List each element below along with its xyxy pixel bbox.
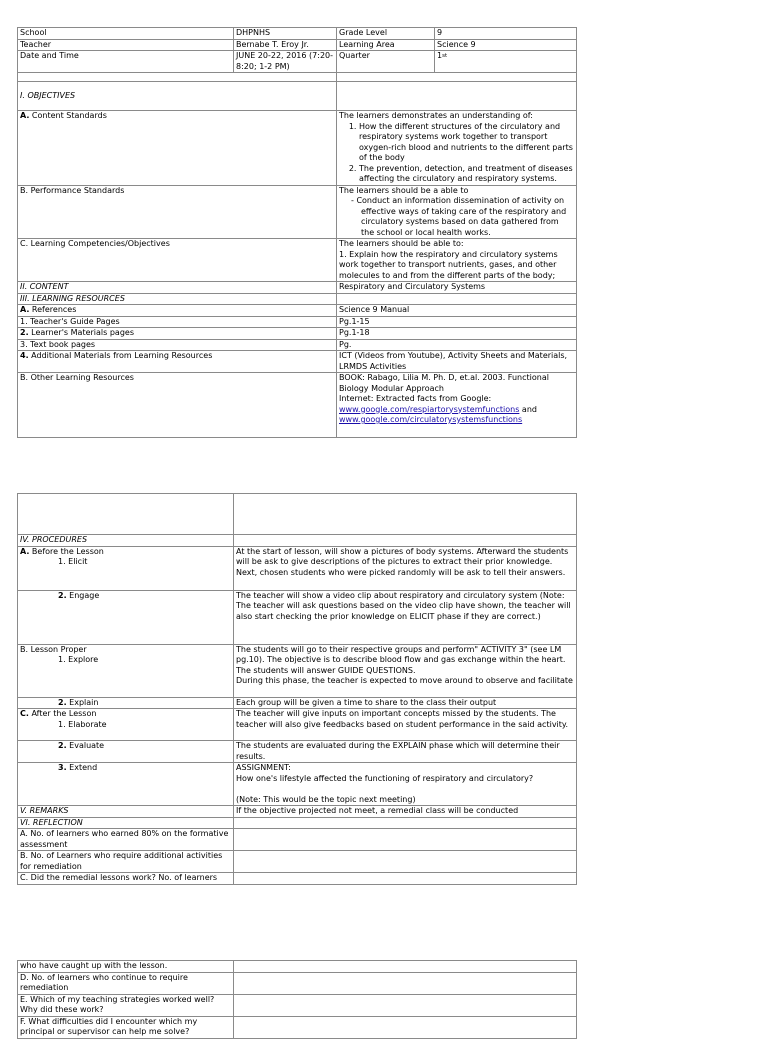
reflection-a-label: A. No. of learners who earned 80% on the formative assessment	[18, 829, 234, 851]
content-heading: II. CONTENT	[18, 282, 337, 294]
reflection-d-label: D. No. of learners who continue to require remediation	[18, 972, 234, 994]
grade-level-value: 9	[435, 28, 577, 40]
school-label: School	[18, 28, 234, 40]
circulatory-link[interactable]: www.google.com/circulatorysystemsfunctions	[339, 415, 523, 424]
content-standards-value: The learners demonstrates an understanding of: 1. How the different structures of the circulatory and respiratory systems work together to transport oxygen-rich blood and nutrients to the different parts of the body 2. The prevention, detection, and treatment of diseases affecting the circulatory and respiratory systems.	[337, 111, 577, 186]
performance-standards-value: The learners should be a able to - Conduct an information dissemination of activity on effective ways of taking care of the respiratory and circulatory systems based on data gathered from the school or local health works.	[337, 185, 577, 239]
lesson-proper-label: B. Lesson Proper 1. Explore	[18, 644, 234, 697]
content-standard-item: 2. The prevention, detection, and treatment of diseases affecting the circulatory and respiratory systems.	[359, 164, 574, 185]
performance-standards-label: B. Performance Standards	[18, 185, 337, 239]
other-resources-value: BOOK: Rabago, Lilia M. Ph. D, et.al. 2003. Functional Biology Modular Approach Internet: Extracted facts from Google: www.google.com/respiartorysystemfunctions and www.google.com/circulatorysystemsfunctions	[337, 373, 577, 438]
objectives-heading: I. OBJECTIVES	[18, 82, 337, 111]
explain-text: Each group will be given a time to share to the class their output	[234, 697, 577, 709]
elaborate-text: The teacher will give inputs on important concepts missed by the students. The teacher will also give feedbacks based on student performance in the said activity.	[234, 709, 577, 741]
textbook-value: Pg.	[337, 339, 577, 351]
engage-text: The teacher will show a video clip about respiratory and circulatory system (Note: The teacher will ask questions based on the video clip have shown, the teacher will also start checking the prior knowledge on ELICIT phase if they are correct.)	[234, 590, 577, 644]
after-lesson-label: C. After the Lesson 1. Elaborate	[18, 709, 234, 741]
competencies-value: The learners should be able to: 1. Explain how the respiratory and circulatory systems work together to transport nutrients, gases, and other molecules to and from the different parts of the body;	[337, 239, 577, 282]
reflection-c-continued: who have caught up with the lesson.	[18, 961, 234, 973]
date-time-label: Date and Time	[18, 51, 234, 73]
additional-materials-label: 4. Additional Materials from Learning Resources	[18, 351, 337, 373]
references-label: A. References	[18, 305, 337, 317]
quarter-value: 1st	[435, 51, 577, 73]
learning-resources-heading: III. LEARNING RESOURCES	[18, 293, 337, 305]
before-lesson-label: A. Before the Lesson 1. Elicit	[18, 546, 234, 590]
procedures-heading: IV. PROCEDURES	[18, 535, 234, 547]
reflection-c-label: C. Did the remedial lessons work? No. of learners	[18, 873, 234, 885]
evaluate-text: The students are evaluated during the EXPLAIN phase which will determine their results.	[234, 741, 577, 763]
quarter-label: Quarter	[337, 51, 435, 73]
evaluate-label: 2. Evaluate	[18, 741, 234, 763]
additional-materials-value: ICT (Videos from Youtube), Activity Sheets and Materials, LRMDS Activities	[337, 351, 577, 373]
explore-text: The students will go to their respective groups and perform" ACTIVITY 3" (see LM pg.10). The objective is to describe blood flow and gas exchange within the heart. The students will answer GUIDE QUESTIONS. During this phase, the teacher is expected to move around to observe and facilitate	[234, 644, 577, 697]
learner-materials-label: 2. Learner's Materials pages	[18, 328, 337, 340]
spacer-row	[18, 73, 337, 82]
respiratory-link[interactable]: www.google.com/respiartorysystemfunctions	[339, 404, 520, 414]
remarks-heading: V. REMARKS	[18, 806, 234, 818]
remarks-value: If the objective projected not meet, a remedial class will be conducted	[234, 806, 577, 818]
procedures-table	[17, 493, 577, 885]
grade-level-label: Grade Level	[337, 28, 435, 40]
school-value: DHPNHS	[234, 28, 337, 40]
teacher-value: Bernabe T. Eroy Jr.	[234, 39, 337, 51]
reflection-f-label: F. What difficulties did I encounter which my principal or supervisor can help me solve?	[18, 1016, 234, 1038]
extend-text: ASSIGNMENT: How one's lifestyle affected the functioning of respiratory and circulatory? (Note: This would be the topic next meeting)	[234, 763, 577, 806]
date-time-value: JUNE 20-22, 2016 (7:20-8:20; 1-2 PM)	[234, 51, 337, 73]
reflection-heading: VI. REFLECTION	[18, 817, 234, 829]
explain-label: 2. Explain	[18, 697, 234, 709]
engage-label: 2. Engage	[18, 590, 234, 644]
extend-label: 3. Extend	[18, 763, 234, 806]
content-standard-item: 1. How the different structures of the circulatory and respiratory systems work together to transport oxygen-rich blood and nutrients to the different parts of the body	[359, 122, 574, 164]
teacher-label: Teacher	[18, 39, 234, 51]
learning-area-label: Learning Area	[337, 39, 435, 51]
references-value: Science 9 Manual	[337, 305, 577, 317]
content-standards-label: A. Content Standards	[18, 111, 337, 186]
reflection-e-label: E. Which of my teaching strategies worked well? Why did these work?	[18, 994, 234, 1016]
textbook-label: 3. Text book pages	[18, 339, 337, 351]
other-resources-label: B. Other Learning Resources	[18, 373, 337, 438]
competencies-label: C. Learning Competencies/Objectives	[18, 239, 337, 282]
learner-materials-value: Pg.1-18	[337, 328, 577, 340]
reflection-table	[17, 960, 577, 1039]
explore-label: 1. Explore	[58, 655, 99, 664]
header-objectives-table	[17, 27, 577, 438]
elicit-label: 1. Elicit	[58, 557, 88, 566]
teacher-guide-value: Pg.1-15	[337, 316, 577, 328]
elicit-text: At the start of lesson, will show a pictures of body systems. Afterward the students will be ask to give descriptions of the pictures to extract their prior knowledge. Next, chosen students who were picked randomly will be ask to tell their answers.	[234, 546, 577, 590]
reflection-b-label: B. No. of Learners who require additional activities for remediation	[18, 851, 234, 873]
performance-standard-item: - Conduct an information dissemination of activity on effective ways of taking care of the respiratory and circulatory systems based on data gathered from the school or local health works.	[361, 196, 574, 238]
teacher-guide-label: 1. Teacher's Guide Pages	[18, 316, 337, 328]
learning-area-value: Science 9	[435, 39, 577, 51]
content-value: Respiratory and Circulatory Systems	[337, 282, 577, 294]
elaborate-label: 1. Elaborate	[58, 719, 107, 729]
